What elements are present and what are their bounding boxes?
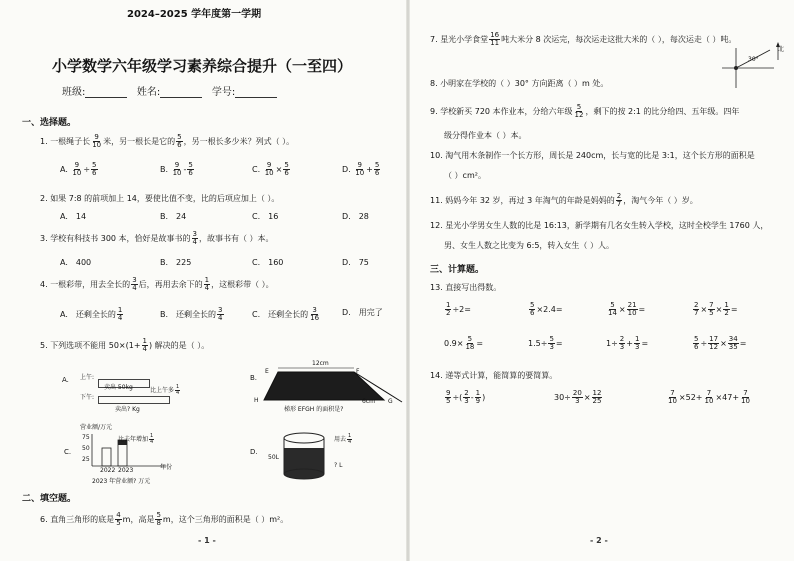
- q2-option-c[interactable]: C. 16: [252, 212, 279, 221]
- q2-option-d[interactable]: D. 28: [342, 212, 369, 221]
- q3-option-b[interactable]: B. 225: [160, 258, 192, 267]
- q2-option-b[interactable]: B. 24: [160, 212, 187, 221]
- q2-stem: 2. 如果 7:8 的前项加上 14，要使比值不变，比的后项应加上（ ）。: [40, 194, 280, 203]
- name-label: 姓名:: [136, 87, 161, 98]
- q14-stem: 14. 递等式计算，能简算的要简算。: [430, 371, 558, 380]
- q7-stem: 7. 星光小学食堂 $\frac{16}{11}$ 吨大米分 8 次运完，每次运走这批大米的（ ），每次运走（ ）吨。: [430, 31, 737, 47]
- fraction: $\frac{9}{10}$: [92, 133, 102, 149]
- north-label: 北: [778, 46, 785, 53]
- q14-expr-1[interactable]: $\frac{9}{5}$ ÷( $\frac{2}{3}$ - $\frac{1}{9}$ ): [446, 389, 486, 405]
- q1-option-c[interactable]: C. $\frac{9}{10}$ × $\frac{5}{6}$: [252, 161, 289, 177]
- q13-r2-c1[interactable]: 0.9× $\frac{5}{18}$ =: [444, 335, 484, 351]
- q4-option-c[interactable]: C. 还剩全长的 $\frac{3}{16}$: [252, 306, 320, 322]
- q6-stem: 6. 直角三角形的底是 $\frac{4}{5}$ m，高是 $\frac{5}{8}$ m，这个三角形的面积是（ ）m²。: [40, 511, 289, 527]
- q13-r1-c2[interactable]: $\frac{5}{6}$ ×2.4=: [530, 301, 563, 317]
- q4-option-b[interactable]: B. 还剩全长的 $\frac{3}{4}$: [160, 306, 223, 322]
- section3-heading: 三、计算题。: [430, 265, 485, 275]
- id-label: 学号:: [211, 87, 236, 98]
- student-info: [62, 83, 277, 98]
- class-label: 班级:: [62, 87, 86, 98]
- q4-stem: 4. 一根彩带，用去全长的 $\frac{3}{4}$ 后，再用去余下的 $\frac{1}{4}$ ，这根彩带（ ）。: [40, 276, 274, 292]
- q14-expr-3[interactable]: $\frac{7}{10}$ ×52+ $\frac{7}{10}$ ×47+ $\frac{7}{10}$: [668, 389, 750, 405]
- section1-heading: 一、选择题。: [22, 118, 77, 128]
- page-number-1: - 1 -: [198, 536, 216, 545]
- name-field[interactable]: [160, 87, 202, 98]
- id-field[interactable]: [235, 87, 277, 98]
- q14-expr-2[interactable]: 30÷ $\frac{20}{3}$ × $\frac{12}{25}$: [554, 389, 602, 405]
- page-number-2: - 2 -: [590, 536, 608, 545]
- q12-stem-cont: 男、女生人数之比变为 6:5，转入女生（ ）人。: [444, 241, 614, 250]
- q1-stem: 1. 一根绳子长 $\frac{9}{10}$ 米，另一根长是它的 $\frac{5}{6}$ ，另一根长多少米？列式（ ）。: [40, 133, 295, 149]
- q13-r1-c3[interactable]: $\frac{5}{14}$ × $\frac{21}{10}$ =: [608, 301, 646, 317]
- q13-r1-c4[interactable]: $\frac{2}{7}$ × $\frac{7}{5}$ × $\frac{1}{2}$ =: [694, 301, 738, 317]
- q1-option-b[interactable]: B. $\frac{9}{10}$ - $\frac{5}{6}$: [160, 161, 193, 177]
- q11-stem: 11. 妈妈今年 32 岁，再过 3 年淘气的年龄是妈妈的 $\frac{2}{7}$ ，淘气今年（ ）岁。: [430, 192, 698, 208]
- q5-stem: 5. 下列选项不能用 50×(1+ $\frac{1}{4}$ ) 解决的是（ ）。: [40, 337, 210, 353]
- q3-stem: 3. 学校有科技书 300 本，恰好是故事书的 $\frac{3}{4}$ ，故事书有（ ）本。: [40, 230, 274, 246]
- q3-option-c[interactable]: C. 160: [252, 258, 284, 267]
- right-page: [410, 0, 794, 561]
- fraction: $\frac{5}{6}$: [177, 133, 182, 149]
- q9-stem-cont: 级分得作业本（ ）本。: [444, 131, 527, 140]
- q13-r2-c2[interactable]: 1.5÷ $\frac{5}{3}$ =: [528, 335, 563, 351]
- q13-r2-c4[interactable]: $\frac{5}{6}$ ÷ $\frac{17}{12}$ × $\frac{34}{35}$ =: [694, 335, 747, 351]
- angle-label: 30°: [748, 56, 759, 63]
- q3-option-a[interactable]: A. 400: [60, 258, 92, 267]
- class-field[interactable]: [85, 87, 127, 98]
- q3-option-d[interactable]: D. 75: [342, 258, 369, 267]
- year-term: 2024–2025 学年度第一学期: [127, 9, 262, 20]
- page-title: 小学数学六年级学习素养综合提升（一至四）: [52, 57, 353, 75]
- q1-option-d[interactable]: D. $\frac{9}{10}$ + $\frac{5}{6}$: [342, 161, 380, 177]
- section2-heading: 二、填空题。: [22, 494, 77, 504]
- q8-stem: 8. 小明家在学校的（ ）30° 方向距离（ ）m 处。: [430, 79, 609, 88]
- q9-stem: 9. 学校新买 720 本作业本，分给六年级 $\frac{5}{12}$ ，剩下的按 2:1 的比分给四、五年级。四年: [430, 103, 740, 119]
- q10-stem-cont: （ ）cm²。: [444, 171, 486, 180]
- cylinder-figure: [280, 430, 330, 480]
- q13-stem: 13. 直接写出得数。: [430, 283, 502, 292]
- q4-option-a[interactable]: A. 还剩全长的 $\frac{1}{4}$: [60, 306, 123, 322]
- q12-stem: 12. 星光小学男女生人数的比是 16:13，新学期有几名女生转入学校，这时全校学生 1760 人，: [430, 221, 769, 230]
- q13-r2-c3[interactable]: 1÷ $\frac{2}{3}$ + $\frac{1}{3}$ =: [606, 335, 649, 351]
- q10-stem: 10. 淘气用木条制作一个长方形，周长是 240cm，长与宽的比是 3:1，这个长方形的面积是: [430, 151, 755, 160]
- q4-option-d[interactable]: D. 用完了: [342, 308, 383, 317]
- q13-r1-c1[interactable]: $\frac{1}{2}$ ÷2=: [446, 301, 471, 317]
- left-page: 2024–2025 学年度第一学期 小学数学六年级学习素养综合提升（一至四） 班级: 姓名: 学号: 一、选择题。 1. 一根绳子长 $\frac{9}{10}$ 米，另一根长是它的 $\frac{5}{6}$ ，另一根长多少米？列式（ ）。 A. $\frac{9}{10}$ ÷ $\frac{5}{6}$ B. $\frac{9}{10}$ - $\frac{5}{6}$ C. $\frac{9}{10}$ × $\frac{5}{6}$ D. $\frac{9}{10}$ + $\frac{5}{6}$ 2. 如果 7:8 的前项加上 14，要使比值不变，比的后项应加上（ ）。 A. 14 B. 24 C. 16 D. 28 3. 学校有科技书 300 本，恰好是故事书的 $\frac{3}{4}$ ，故事书有（ ）本。 A. 400 B. 225 C. 160 D. 75 4. 一根彩带，用去全长的 $\frac{3}{4}$ 后，再用去余下的 $\frac{1}{4}$ ，这根彩带（ ）。 A. 还剩全长的 $\frac{1}{4}$ B. 还剩全长的 $\frac{3}{4}$ C. 还剩全长的 $\frac{3}{16}$ D. 用完了 5. 下列选项不能用 50×(1+ $\frac{1}{4}$ ) 解决的是（ ）。 A. 上午: 卖出 50kg 下午: 比上午多 $\frac{1}{4}$ 卖出? Kg B. 12cm E F G H 6cm 梯形 EFGH 的面积是? C. 营业额/万元 75 50 25 比去年增加 $\frac{1}{4}$ 2022 2023 年份 2023 年营业额? 万元 D. 用去 $\frac{1}{4}$ 50L ? L 二、填空题。 6. 直角三角形的底是 $\frac{4}{5}$ m，高是 $\frac{5}{8}$ m，这个三角形的面积是（ ）m²。 - 1 -: [0, 0, 410, 561]
- q1-option-a[interactable]: A. $\frac{9}{10}$ ÷ $\frac{5}{6}$: [60, 161, 97, 177]
- q2-option-a[interactable]: A. 14: [60, 212, 87, 221]
